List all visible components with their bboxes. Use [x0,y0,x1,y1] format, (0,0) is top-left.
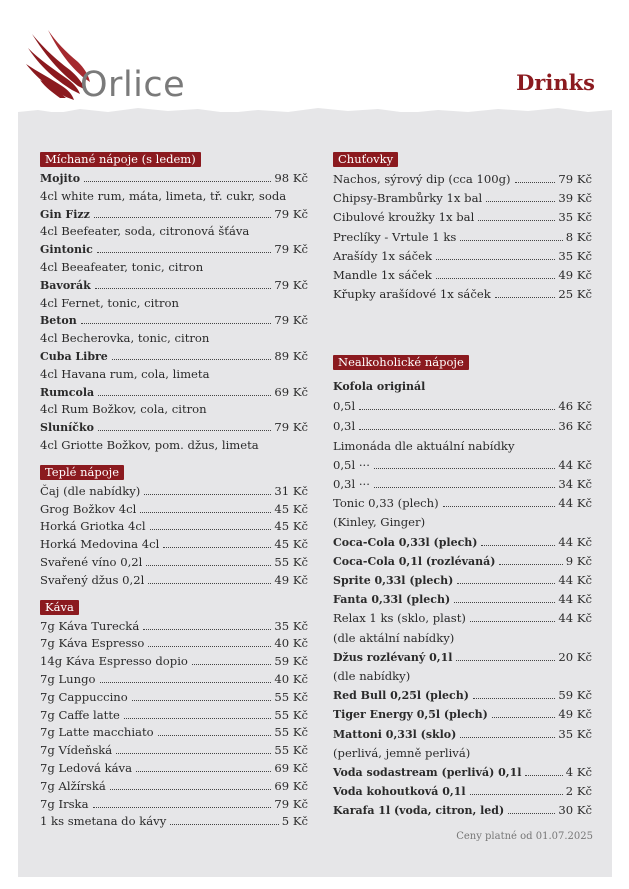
item-price: 44 Kč [558,496,592,511]
dot-leader [495,297,556,298]
rough-edge-decoration [18,104,612,120]
dot-leader [460,240,562,241]
item-price: 39 Kč [558,191,592,206]
item-name: Red Bull 0,25l (plech) [333,689,469,703]
brand-logo [26,28,201,106]
item-name: Cibulové kroužky 1x bal [333,210,475,225]
section-heading-coffee: Káva [40,600,79,615]
dot-leader [473,698,555,699]
dot-leader [374,468,556,469]
item-name: 0,5l ··· [333,457,370,472]
item-description: 4cl white rum, máta, limeta, tř. cukr, soda [40,188,287,203]
item-note: (Kinley, Ginger) [333,515,426,530]
item-price: 59 Kč [558,688,592,703]
dot-leader [192,664,272,665]
menu-item [40,312,308,330]
item-price: 36 Kč [558,418,592,433]
item-name: 7g Irska [40,796,89,811]
dot-leader [98,430,271,431]
item-price: 79 Kč [274,242,308,257]
menu-item [40,742,308,760]
menu-item [40,554,308,572]
menu-item [333,705,592,724]
dot-leader [170,824,278,825]
dot-leader [93,807,272,808]
item-name: 1 ks smetana do kávy [40,814,167,829]
item-name: Grog Božkov 4cl [40,501,137,516]
item-price: 44 Kč [558,573,592,588]
dot-leader [98,395,271,396]
dot-leader [460,737,555,738]
item-name: Sluníčko [40,421,94,435]
item-name: Fanta 0,33l (plech) [333,593,451,607]
limonada-list [333,456,592,494]
item-price: 45 Kč [274,501,308,516]
item-price: 35 Kč [558,726,592,741]
menu-item [40,572,308,590]
item-price: 31 Kč [274,483,308,498]
item-description: 4cl Fernet, tonic, citron [40,295,179,310]
item-price: 44 Kč [558,592,592,607]
menu-item [40,618,308,636]
item-description: 4cl Beefeater, soda, citronová šťáva [40,224,250,239]
item-price: 35 Kč [558,210,592,225]
water-list [333,763,592,821]
menu-item [40,170,308,188]
item-price: 44 Kč [558,534,592,549]
item-price: 49 Kč [558,707,592,722]
item-name: Mattoni 0,33l (sklo) [333,727,457,741]
menu-item [40,653,308,671]
brand-name: Orlice [80,65,186,105]
item-name: Čaj (dle nabídky) [40,483,141,498]
item-price: 69 Kč [274,778,308,793]
dot-leader [374,487,556,488]
item-description: 4cl Beeafeater, tonic, citron [40,259,204,274]
item-name: Coca-Cola 0,1l (rozlévaná) [333,554,496,568]
mixed-drinks-list [40,170,308,455]
item-name: Voda kohoutková 0,1l [333,785,466,799]
item-name: Gin Fizz [40,207,90,221]
dot-leader [150,529,272,530]
item-price: 8 Kč [565,229,592,244]
item-name: 14g Káva Espresso dopio [40,654,188,669]
menu-item [333,397,592,416]
dot-leader [136,771,271,772]
item-price: 55 Kč [274,689,308,704]
menu-item [40,796,308,814]
item-name: Mojito [40,172,81,185]
item-name: Bavorák [40,278,91,292]
menu-item [333,782,592,801]
item-name: Relax 1 ks (sklo, plast) [333,611,466,626]
item-name: 0,3l [333,418,356,433]
item-price: 46 Kč [558,399,592,414]
item-description: 4cl Havana rum, cola, limeta [40,366,210,381]
item-price: 44 Kč [558,457,592,472]
dot-leader [454,602,555,603]
menu-item [40,483,308,501]
menu-item [40,277,308,295]
dot-leader [508,813,555,814]
item-price: 35 Kč [558,248,592,263]
menu-item [40,384,308,402]
item-price: 4 Kč [565,765,592,780]
item-price: 79 Kč [558,172,592,186]
item-name: Horká Medovina 4cl [40,537,160,552]
limonada-title: Limonáda dle aktuální nabídky [333,438,515,453]
item-name: Křupky arašídové 1x sáček [333,287,491,302]
dot-leader [144,494,271,495]
menu-item [40,635,308,653]
item-name: 7g Ledová káva [40,760,132,775]
item-name: Gintonic [40,243,93,257]
dot-leader [97,252,272,253]
item-description: 4cl Rum Božkov, cola, citron [40,402,207,417]
menu-item [40,501,308,519]
item-price: 69 Kč [274,760,308,775]
hot-drinks-list [40,483,308,590]
dot-leader [148,583,271,584]
dot-leader [436,259,555,260]
menu-item [333,170,592,189]
item-price: 40 Kč [274,636,308,651]
item-name: Chipsy-Brambůrky 1x bal [333,191,483,206]
dot-leader [116,753,271,754]
item-name: Mandle 1x sáček [333,268,432,283]
menu-item [333,494,592,513]
item-name: Cuba Libre [40,349,108,363]
dot-leader [95,288,272,289]
item-name: Preclíky - Vrtule 1 ks [333,229,457,244]
right-column [333,148,592,821]
item-name: Voda sodastream (perlivá) 0,1l [333,766,522,780]
item-name: 7g Káva Turecká [40,618,140,633]
dot-leader [148,646,271,647]
menu-item [40,419,308,437]
item-price: 35 Kč [274,618,308,633]
item-price: 79 Kč [274,796,308,811]
menu-item [40,724,308,742]
dot-leader [81,323,272,324]
dot-leader [515,182,556,183]
item-name: Beton [40,314,77,328]
menu-item [40,813,308,831]
item-price: 49 Kč [558,268,592,283]
item-price: 2 Kč [565,784,592,799]
menu-item [333,456,592,475]
menu-item [333,725,592,744]
item-price: 69 Kč [274,384,308,399]
menu-item [333,475,592,494]
menu-item [40,206,308,224]
menu-item [333,228,592,247]
item-price: 9 Kč [565,553,592,568]
dot-leader [163,547,271,548]
item-name: Džus rozlévaný 0,1l [333,650,453,664]
menu-item [333,801,592,820]
dot-leader [158,735,272,736]
item-name: 7g Cappuccino [40,689,128,704]
menu-item [40,518,308,536]
menu-item [40,536,308,554]
item-name: Karafa 1l (voda, citron, led) [333,804,505,818]
item-price: 20 Kč [558,649,592,664]
dot-leader [525,775,562,776]
dot-leader [112,359,272,360]
dot-leader [478,220,555,221]
item-price: 25 Kč [558,287,592,302]
item-note: (dle nabídky) [333,669,411,684]
item-description: 4cl Becherovka, tonic, citron [40,331,210,346]
dot-leader [486,201,555,202]
item-price: 98 Kč [274,171,308,185]
menu-item [40,760,308,778]
item-note: (perlivá, jemně perlivá) [333,745,471,760]
section-heading-hot: Teplé nápoje [40,465,124,480]
dot-leader [146,565,271,566]
dot-leader [143,629,271,630]
item-name: 7g Alžírská [40,778,106,793]
item-price: 44 Kč [558,611,592,626]
item-price: 30 Kč [558,803,592,818]
item-price: 34 Kč [558,477,592,492]
item-price: 79 Kč [274,206,308,221]
coffee-list [40,618,308,832]
menu-item [333,533,592,552]
menu-item [40,707,308,725]
item-name: Arašídy 1x sáček [333,248,432,263]
dot-leader [124,718,272,719]
item-price: 40 Kč [274,671,308,686]
item-price: 55 Kč [274,707,308,722]
menu-item [40,348,308,366]
item-name: Svařené víno 0,2l [40,554,143,569]
dot-leader [84,181,271,182]
menu-item [333,552,592,571]
dot-leader [492,717,556,718]
left-column [40,148,308,831]
snacks-list [333,170,592,304]
dot-leader [140,512,271,513]
menu-item [333,266,592,285]
item-note: (dle aktální nabídky) [333,630,455,645]
dot-leader [499,564,562,565]
energy-list [333,686,592,744]
item-name: Svařený džus 0,2l [40,572,145,587]
item-price: 45 Kč [274,537,308,552]
dot-leader [94,217,272,218]
menu-item [40,689,308,707]
item-name: 0,3l ··· [333,477,370,492]
item-name: 7g Káva Espresso [40,636,145,651]
section-heading-mixed: Míchané nápoje (s ledem) [40,152,201,167]
item-name: Tonic 0,33 (plech) [333,496,439,511]
item-description: 4cl Griotte Božkov, pom. džus, limeta [40,437,259,452]
item-price: 55 Kč [274,554,308,569]
item-price: 79 Kč [274,277,308,292]
cola-list [333,533,592,610]
menu-item [333,208,592,227]
item-name: Coca-Cola 0,33l (plech) [333,535,478,549]
item-price: 89 Kč [274,348,308,363]
item-name: Rumcola [40,385,95,399]
price-validity-note: Ceny platné od 01.07.2025 [456,831,593,842]
item-price: 79 Kč [274,313,308,328]
menu-item [333,189,592,208]
menu-item [333,686,592,705]
item-name: 0,5l [333,399,356,414]
menu-item [40,778,308,796]
menu-item [333,609,592,628]
dot-leader [481,545,555,546]
item-price: 55 Kč [274,725,308,740]
menu-item [333,247,592,266]
item-name: Nachos, sýrový dip (cca 100g) [333,172,511,186]
item-name: 7g Latte macchiato [40,725,154,740]
page-title: Drinks [516,70,595,95]
item-price: 79 Kč [274,420,308,435]
menu-item [40,671,308,689]
menu-item [40,241,308,259]
dot-leader [100,682,272,683]
item-price: 45 Kč [274,519,308,534]
menu-item [333,571,592,590]
menu-item [333,285,592,304]
item-price: 49 Kč [274,572,308,587]
menu-item [333,590,592,609]
dot-leader [470,794,563,795]
item-name: 7g Lungo [40,671,96,686]
item-name: 7g Vídeňská [40,743,113,758]
section-heading-snacks: Chuťovky [333,152,398,167]
item-name: Horká Griotka 4cl [40,519,146,534]
dot-leader [359,429,555,430]
item-name: Sprite 0,33l (plech) [333,574,454,588]
dot-leader [110,789,272,790]
menu-item [333,417,592,436]
section-heading-soft: Nealkoholické nápoje [333,355,469,370]
dot-leader [436,278,556,279]
item-price: 59 Kč [274,654,308,669]
kofola-title: Kofola originál [333,380,426,394]
item-name: Tiger Energy 0,5l (plech) [333,708,488,722]
menu-item [333,763,592,782]
dot-leader [359,409,555,410]
menu-item [333,648,592,667]
item-price: 55 Kč [274,743,308,758]
dot-leader [132,700,272,701]
item-price: 5 Kč [281,814,308,829]
item-name: 7g Caffe latte [40,707,120,722]
dot-leader [457,583,555,584]
kofola-list [333,397,592,435]
